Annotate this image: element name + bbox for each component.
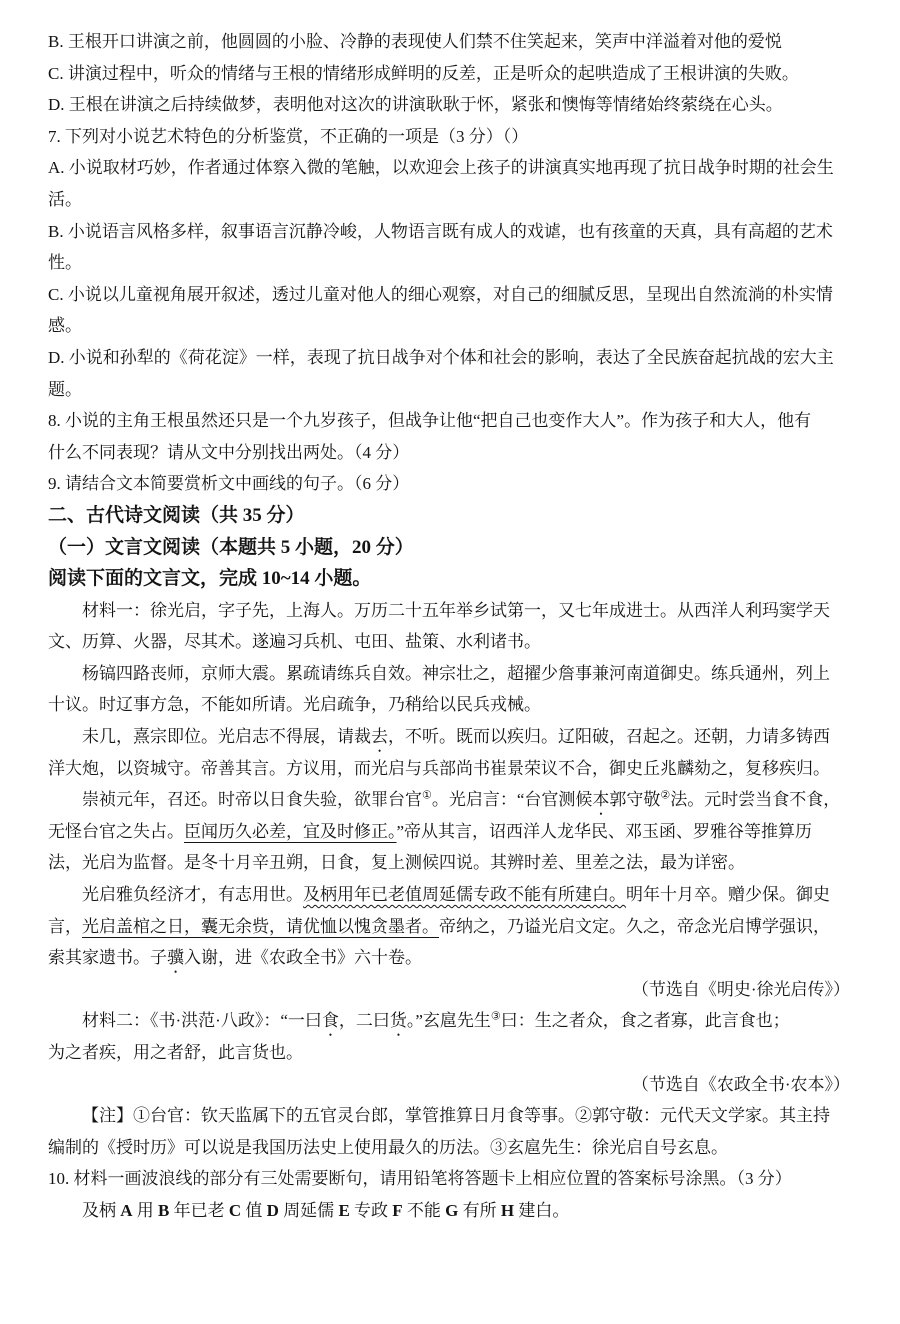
material-1-line-11 <box>48 911 850 943</box>
q7-option-A <box>48 152 850 184</box>
q7-option-B-cont <box>48 247 850 279</box>
text-segment: 8. 小说的主角王根虽然还只是一个九岁孩子，但战争让他“把自己也变作大人”。作为孩子和大人，他有 <box>48 411 812 431</box>
q7-option-A-cont <box>48 184 850 216</box>
material-1-line-5 <box>48 721 850 753</box>
text-segment: B. 小说语言风格多样，叙事语言沉静冷峻，人物语言既有成人的戏谑，也有孩童的天真，具有高超的艺术 <box>48 221 833 241</box>
material-1-line-12 <box>48 942 850 974</box>
reading-instruction <box>48 563 850 595</box>
text-segment: 及柄 <box>82 1200 121 1220</box>
text-segment: C. 讲演过程中，听众的情绪与王根的情绪形成鲜明的反差，正是听众的起哄造成了王根讲演的失败。 <box>48 63 799 83</box>
emphasized-char: 食 <box>321 1011 339 1031</box>
footnote-marker: ① <box>422 789 432 802</box>
material-1-line-3 <box>48 658 850 690</box>
material-1-line-10 <box>48 879 850 911</box>
text-segment: 专政 <box>349 1200 393 1220</box>
segmentation-letter: F <box>392 1200 403 1220</box>
segmentation-letter: G <box>445 1200 459 1220</box>
subsection-1-heading <box>48 532 850 564</box>
option-D <box>48 89 850 121</box>
emphasized-char: 骥 <box>167 948 184 968</box>
text-segment: 【注】①台官：钦天监属下的五官灵台郎，掌管推算日月食等事。②郭守敬：元代天文学家。其主持 <box>82 1106 830 1126</box>
q7-option-D-cont <box>48 374 850 406</box>
text-segment: 法，光启为监督。是冬十月辛丑朔，日食，复上测候四说。其辨时差、里差之法，最为详密。 <box>48 853 745 873</box>
text-segment: C. 小说以儿童视角展开叙述，透过儿童对他人的细心观察，对自己的细腻反思，呈现出自然流淌的朴实情 <box>48 284 833 304</box>
wavy-underlined-text: 及柄用年已老值周延儒专政不能有所建白。 <box>303 885 626 905</box>
question-8-cont <box>48 437 850 469</box>
text-segment: 值 <box>241 1200 267 1220</box>
attribution-nongzheng <box>48 1069 850 1101</box>
footnote-marker: ③ <box>490 1010 501 1023</box>
notes-line-2 <box>48 1132 850 1164</box>
text-segment: 活。 <box>48 189 82 209</box>
text-segment: ，不听。既而以疾归。辽阳破，召起之。还朝，力请多铸西 <box>388 727 830 747</box>
notes-line-1 <box>48 1100 850 1132</box>
text-segment: 10. 材料一画波浪线的部分有三处需要断句，请用铅笔将答题卡上相应位置的答案标号涂黑。（3 分） <box>48 1169 792 1189</box>
material-1-line-1 <box>48 595 850 627</box>
question-9 <box>48 468 850 500</box>
text-segment: 年已老 <box>169 1200 229 1220</box>
text-segment: 题。 <box>48 379 82 399</box>
text-segment: 材料二：《书·洪范·八政》：“一曰 <box>82 1011 322 1031</box>
text-segment: 入谢，进《农政全书》六十卷。 <box>184 948 422 968</box>
text-segment: 为之者疾，用之者舒，此言货也。 <box>48 1043 303 1062</box>
text-segment: 杨镐四路丧师，京师大震。累疏请练兵自效。神宗壮之，超擢少詹事兼河南道御史。练兵通州，列上 <box>82 663 830 683</box>
text-segment: ，二曰 <box>338 1011 390 1031</box>
text-segment: 无怪台官之失占。 <box>48 821 184 841</box>
text-segment: 帝纳之，乃谥光启文定。久之，帝念光启博学强识， <box>439 916 830 936</box>
text-segment: 什么不同表现？请从文中分别找出两处。（4 分） <box>48 442 410 462</box>
emphasized-char: 货 <box>389 1011 407 1031</box>
text-segment: （一）文言文阅读（本题共 5 小题，20 分） <box>48 536 414 558</box>
question-10 <box>48 1163 850 1195</box>
question-8 <box>48 405 850 437</box>
text-segment: 编制的《授时历》可以说是我国历法史上使用最久的历法。③玄扈先生：徐光启自号玄息。 <box>48 1137 728 1157</box>
exam-text-body <box>48 26 850 1227</box>
text-segment: 。光启言：“台官测候 <box>431 790 593 810</box>
material-2-line-2 <box>48 1037 850 1069</box>
text-segment: 不能 <box>402 1200 446 1220</box>
text-segment: 未几，熹宗即位。光启志不得展，请裁 <box>82 727 371 747</box>
text-segment: ”帝从其言，诏西洋人龙华民、邓玉函、罗雅谷等推算历 <box>396 821 813 841</box>
material-1-line-8 <box>48 816 850 848</box>
text-segment: 法。元时尝当食不食， <box>670 790 841 810</box>
segmentation-letter: H <box>500 1200 515 1220</box>
text-segment: 有所 <box>458 1200 501 1220</box>
text-segment: 周延儒 <box>278 1200 339 1220</box>
text-segment: 感。 <box>48 316 82 336</box>
section-2-heading <box>48 500 850 532</box>
text-segment: B. 王根开口讲演之前，他圆圆的小脸、冷静的表现使人们禁不住笑起来，笑声中洋溢着对他的爱悦 <box>48 32 782 51</box>
text-segment: 9. 请结合文本简要赏析文中画线的句子。（6 分） <box>48 474 410 494</box>
q7-option-D <box>48 342 850 374</box>
question-7 <box>48 121 850 153</box>
text-segment: 光启雅负经济才，有志用世。 <box>82 885 303 905</box>
material-1-line-2 <box>48 626 850 658</box>
text-segment: D. 王根在讲演之后持续做梦，表明他对这次的讲演耿耿于怀，紧张和懊悔等情绪始终萦绕在心头。 <box>48 95 783 115</box>
text-segment: 7. 下列对小说艺术特色的分析鉴赏，不正确的一项是（3 分）（） <box>48 126 529 146</box>
q7-option-B <box>48 216 850 248</box>
text-segment: 建白。 <box>514 1200 570 1220</box>
text-segment: A. 小说取材巧妙，作者通过体察入微的笔触，以欢迎会上孩子的讲演真实地再现了抗日战争时期的社会生 <box>48 158 834 178</box>
text-segment: 文、历算、火器，尽其术。遂遍习兵机、屯田、盐策、水利诸书。 <box>48 632 541 652</box>
text-segment: 明年十月卒。赠少保。御史 <box>626 885 830 905</box>
text-segment: （节选自《明史·徐光启传》） <box>631 979 850 999</box>
text-segment: 曰：生之者众，食之者寡，此言食也； <box>500 1011 790 1031</box>
text-segment: 郭守敬 <box>609 790 661 810</box>
material-1-line-6 <box>48 753 850 785</box>
emphasized-char: 本 <box>592 790 610 810</box>
attribution-mingshi <box>48 974 850 1006</box>
option-C <box>48 58 850 90</box>
text-segment: 性。 <box>48 253 82 273</box>
segmentation-letter: D <box>266 1200 279 1220</box>
text-segment: 用 <box>132 1200 159 1220</box>
text-segment: （节选自《农政全书·农本》） <box>631 1074 850 1094</box>
material-1-line-7 <box>48 784 850 816</box>
option-B <box>48 26 850 58</box>
material-1-line-4 <box>48 689 850 721</box>
text-segment: 阅读下面的文言文，完成 10~14 小题。 <box>48 568 372 590</box>
segmentation-letter: E <box>338 1200 350 1220</box>
material-1-line-9 <box>48 847 850 879</box>
segmentation-letter: B <box>158 1200 170 1220</box>
text-segment: 十议。时辽事方急，不能如所请。光启疏争，乃稍给以民兵戎械。 <box>48 695 541 715</box>
segmentation-letter: C <box>228 1200 242 1220</box>
text-segment: 崇祯元年，召还。时帝以日食失验，欲罪台官 <box>82 790 422 810</box>
footnote-marker: ② <box>660 789 671 802</box>
material-2-line-1 <box>48 1005 850 1037</box>
text-segment: 材料一：徐光启，字子先，上海人。万历二十五年举乡试第一，又七年成进士。从西洋人利玛窦学天 <box>82 600 830 620</box>
text-segment: 。”玄扈先生 <box>406 1011 491 1031</box>
q7-option-C-cont <box>48 310 850 342</box>
text-segment: 洋大炮，以资城守。帝善其言。方议用，而光启与兵部尚书崔景荣议不合，御史丘兆麟劾之，复移疾归。 <box>48 758 830 778</box>
text-segment: D. 小说和孙犁的《荷花淀》一样，表现了抗日战争对个体和社会的影响，表达了全民族奋起抗战的宏大主 <box>48 347 834 367</box>
q10-segmentation-text <box>48 1195 850 1227</box>
underlined-text: 臣闻历久必差，宜及时修正。 <box>184 821 397 841</box>
q7-option-C <box>48 279 850 311</box>
segmentation-letter: A <box>120 1200 133 1220</box>
text-segment: 二、古代诗文阅读（共 35 分） <box>48 504 305 526</box>
text-segment: 索其家遗书。子 <box>48 948 167 968</box>
underlined-text: 光启盖棺之日，囊无余赀，请优恤以愧贪墨者。 <box>82 916 439 936</box>
text-segment: 言， <box>48 916 82 936</box>
emphasized-char: 去 <box>371 727 388 747</box>
